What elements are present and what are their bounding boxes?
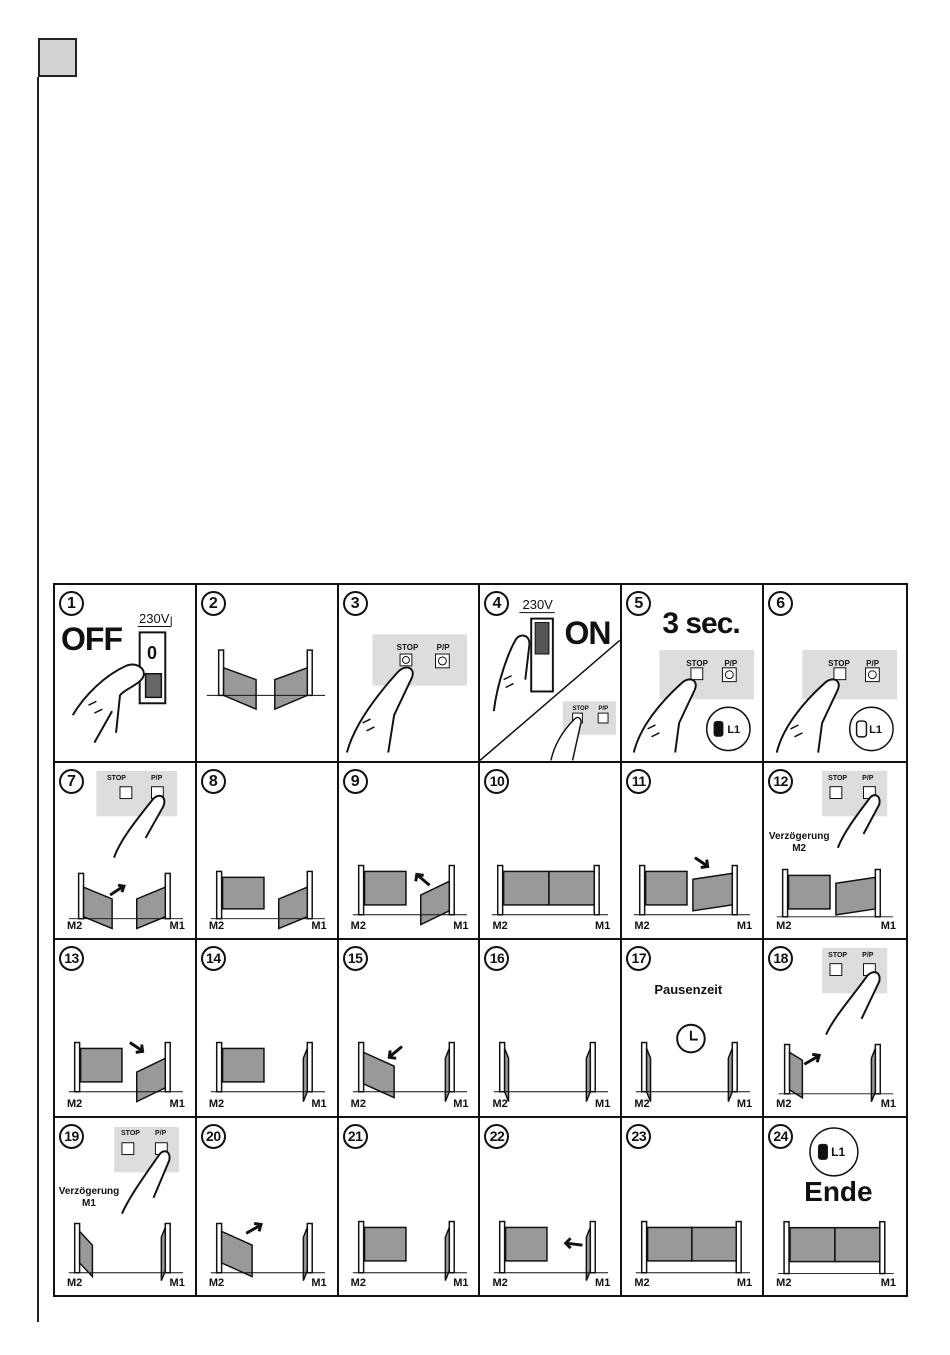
step-panel-18 — [764, 940, 906, 1118]
step-number: 11 — [626, 769, 651, 794]
pp-button-label: P/P — [155, 1129, 167, 1137]
step-panel-21 — [339, 1118, 481, 1296]
pp-button-label: P/P — [151, 774, 163, 782]
step-panel-2 — [197, 585, 339, 763]
motor-m1-label: M1 — [311, 1097, 327, 1110]
delay-label — [57, 1186, 121, 1210]
step-panel-13 — [55, 940, 197, 1118]
delay-text: Verzögerung — [768, 830, 830, 842]
voltage-label: 230V — [139, 611, 170, 626]
motor-m2-label: M2 — [67, 1277, 83, 1289]
off-label: OFF — [61, 621, 122, 657]
hold-duration-label: 3 sec. — [662, 607, 740, 640]
step-number: 13 — [59, 946, 84, 971]
step-panel-9 — [339, 763, 481, 941]
step-panel-15 — [339, 940, 481, 1118]
switch-zero-label: 0 — [147, 643, 158, 663]
step-panel-11 — [622, 763, 764, 941]
motor-m1-label: M1 — [736, 1097, 753, 1110]
step-number: 17 — [626, 946, 651, 971]
step-number: 22 — [484, 1124, 509, 1149]
motor-m2-label: M2 — [634, 1097, 650, 1110]
motor-m1-label: M1 — [311, 1277, 327, 1289]
step-number: 3 — [343, 591, 368, 616]
motor-m2-label: M2 — [67, 1097, 83, 1110]
stop-button-label: STOP — [107, 774, 126, 782]
step-number: 1 — [59, 591, 84, 616]
stop-button-label: STOP — [828, 774, 848, 782]
step-panel-22 — [480, 1118, 622, 1296]
motor-m1-label: M1 — [736, 1277, 753, 1289]
step-number: 10 — [484, 769, 509, 794]
motor-m1-label: M1 — [880, 1097, 896, 1110]
motor-m1-label: M1 — [453, 920, 469, 932]
step-number: 15 — [343, 946, 368, 971]
step-panel-4 — [480, 585, 622, 763]
stop-button-label: STOP — [828, 659, 850, 668]
step-panel-19 — [55, 1118, 197, 1296]
step-number: 18 — [768, 946, 793, 971]
step-number: 19 — [59, 1124, 84, 1149]
margin-line — [37, 77, 39, 1322]
motor-m2-label: M2 — [350, 1097, 366, 1110]
motor-m1-label: M1 — [595, 1097, 611, 1110]
motor-m2-label: M2 — [350, 920, 366, 932]
step-number: 16 — [484, 946, 509, 971]
motor-m1-label: M1 — [311, 920, 327, 932]
motor-m1-label: M1 — [169, 920, 185, 932]
motor-m2-label: M2 — [776, 1277, 792, 1289]
pp-button-label: P/P — [866, 659, 880, 668]
led-l1-on-label: L1 — [831, 1144, 846, 1159]
motor-m2-label: M2 — [208, 920, 225, 932]
instruction-grid — [53, 583, 908, 1297]
step-panel-6 — [764, 585, 906, 763]
step-panel-12 — [764, 763, 906, 941]
step-panel-3 — [339, 585, 481, 763]
voltage-label: 230V — [522, 597, 553, 612]
motor-m1-label: M1 — [453, 1097, 469, 1110]
motor-m2-label: M2 — [492, 1097, 508, 1110]
step-panel-24 — [764, 1118, 906, 1296]
pp-button-label: P/P — [862, 952, 874, 959]
delay-text: Verzögerung — [58, 1185, 120, 1197]
step-panel-8 — [197, 763, 339, 941]
on-label: ON — [564, 615, 611, 651]
step-panel-7 — [55, 763, 197, 941]
step-panel-14 — [197, 940, 339, 1118]
stop-button-label: STOP — [686, 659, 708, 668]
motor-m1-label: M1 — [880, 1277, 896, 1289]
step-panel-23 — [622, 1118, 764, 1296]
motor-m1-label: M1 — [169, 1277, 185, 1289]
step-number: 5 — [626, 591, 651, 616]
led-l1-off-label: L1 — [869, 724, 882, 736]
step-number: 8 — [201, 769, 226, 794]
step-number: 24 — [768, 1124, 793, 1149]
step-number: 6 — [768, 591, 793, 616]
motor-m1-label: M1 — [736, 920, 753, 932]
pp-button-label: P/P — [436, 643, 450, 652]
led-l1-on-label: L1 — [727, 724, 741, 736]
motor-m2-label: M2 — [634, 920, 650, 932]
stop-button-label: STOP — [121, 1129, 140, 1137]
delay-motor: M1 — [82, 1197, 96, 1209]
motor-m2-label: M2 — [776, 1097, 792, 1110]
stop-button-label: STOP — [572, 706, 589, 712]
step-panel-17 — [622, 940, 764, 1118]
stop-button-label: STOP — [396, 643, 419, 652]
end-label: Ende — [804, 1175, 873, 1207]
step-number: 12 — [768, 769, 793, 794]
motor-m1-label: M1 — [169, 1097, 185, 1110]
motor-m2-label: M2 — [67, 920, 83, 932]
step-number: 21 — [343, 1124, 368, 1149]
motor-m2-label: M2 — [208, 1097, 225, 1110]
step-panel-1 — [55, 585, 197, 763]
step-panel-5 — [622, 585, 764, 763]
step-panel-10 — [480, 763, 622, 941]
pp-button-label: P/P — [598, 706, 609, 712]
pause-time-label: Pausenzeit — [654, 982, 723, 997]
step-number: 2 — [201, 591, 226, 616]
motor-m2-label: M2 — [634, 1277, 650, 1289]
motor-m1-label: M1 — [595, 1277, 611, 1289]
motor-m1-label: M1 — [453, 1277, 469, 1289]
motor-m1-label: M1 — [880, 920, 896, 932]
motor-m2-label: M2 — [492, 1277, 508, 1289]
step-number: 4 — [484, 591, 509, 616]
step-number: 23 — [626, 1124, 651, 1149]
step-number: 9 — [343, 769, 368, 794]
step-panel-20 — [197, 1118, 339, 1296]
step-panel-16 — [480, 940, 622, 1118]
pp-button-label: P/P — [724, 659, 738, 668]
motor-m2-label: M2 — [208, 1277, 225, 1289]
motor-m1-label: M1 — [595, 920, 611, 932]
motor-m2-label: M2 — [350, 1277, 366, 1289]
pp-button-label: P/P — [862, 774, 874, 782]
motor-m2-label: M2 — [492, 920, 508, 932]
delay-label — [768, 831, 830, 855]
delay-motor: M2 — [792, 842, 807, 854]
step-number: 14 — [201, 946, 226, 971]
step-number: 20 — [201, 1124, 226, 1149]
motor-m2-label: M2 — [776, 920, 792, 932]
corner-marker — [38, 38, 77, 77]
stop-button-label: STOP — [828, 952, 848, 959]
step-number: 7 — [59, 769, 84, 794]
